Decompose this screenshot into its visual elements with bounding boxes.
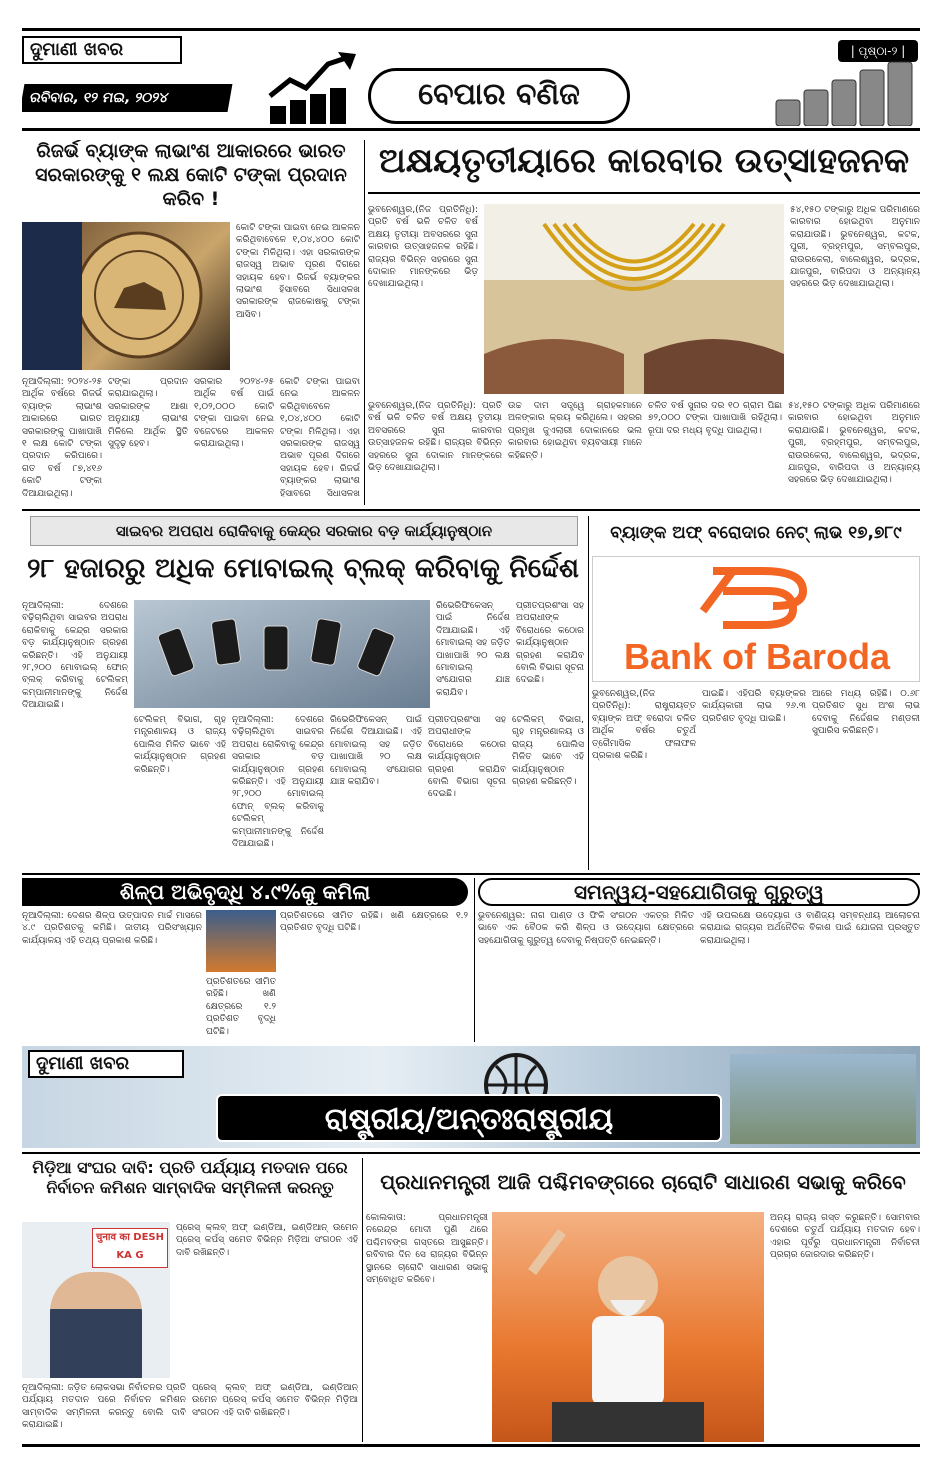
akshaya-col3: ଚଳିତ ବର୍ଷ ସୁନାର ଦର ୧୦ ଗ୍ରାମ ପିଛା ୭୨,୦୦୦ ଟଙ୍କା ପାଖାପାଖି ରହିଥିଲା। ରୂପା ଦର ମଧ୍ୟ ବୃଦ୍ଧି ପାଇଥିଲା। [648,401,782,436]
rbi-col3: ଟଙ୍କା ପ୍ରଦାନ କରାଯାଇଥିଲା। ସରକାରଙ୍କ ଆଶା ଅନୁଯାୟୀ ଲାଭାଂଶ ମିଳିଲେ ଆର୍ଥିକ ସ୍ଥିତି ସୁଦୃଢ଼ ହେବ। [108,377,188,450]
coins-icon [768,60,918,126]
section-rule-3 [22,1152,920,1154]
media-headline: ମିଡ଼ିଆ ସଂଘର ଦାବି: ପ୍ରତି ପର୍ଯ୍ୟାୟ ମତଦାନ ପରେ ନିର୍ବାଚନ କମିଶନ ସାମ୍ବାଦିକ ସମ୍ମିଳନୀ କରନ୍ତୁ [32,1158,348,1197]
cyber-col5: ଟେଲିକମ୍ ବିଭାଗ, ଗୃହ ମନ୍ତ୍ରଣାଳୟ ଓ ରାଜ୍ୟ ପୋଲିସ ମିଳିତ ଭାବେ ଏହି କାର୍ଯ୍ୟାନୁଷ୍ଠାନ ଗ୍ରହଣ କରିଛନ୍ତି। [512,715,584,788]
coop-col2: ଏହି ଉପଲକ୍ଷେ ଉଦ୍ୟୋଗ ଓ ବାଣିଜ୍ୟ ସମ୍ବନ୍ଧୀୟ ଆଲୋଚନା କରାଯାଇ ରାଜ୍ୟର ଅର୍ଥନୈତିକ ବିକାଶ ପାଇଁ ଯୋଜନା ପ୍ରସ୍ତୁତ କରାଯାଇଥିଲା। [700,911,920,946]
gold-jewellery-photo [484,204,784,394]
national-banner [22,1046,920,1148]
rbi-col1: କୋଟି ଟଙ୍କା ପାଇବା ନେଇ ଆକଳନ କରିଥିବାବେଳେ ୧,୦୪,୪୦୦ କୋଟି ଟଙ୍କା ମିଳିଥିଲା। ଏହା ସରକାରଙ୍କ ରାଜସ୍ୱ ଅଭାବ ପୂରଣ ଦିଗରେ ସହାୟକ ହେବ। ରିଜର୍ଭ ବ୍ୟାଙ୍କର ଲାଭାଂଶ ହିସାବରେ ସିଧାସଳଖ ସରକାରଙ୍କ ରାଜକୋଷକୁ ଟଙ୍କା ଆସିବ। [236,223,360,320]
akshaya-col2: ଉଚ୍ଚ ଦାମ ସତ୍ତ୍ୱେ ଗ୍ରାହକମାନେ ଅଳଙ୍କାର କ୍ରୟ କରିଥିଲେ। ସହରର ପ୍ରମୁଖ ଜୁଏଲାରୀ ଦୋକାନରେ ଭଲ କାରବାର ହୋଇଥିବା ବ୍ୟବସାୟୀ ମାନେ କହିଛନ୍ତି। [508,401,642,461]
industry-col3: ପ୍ରତିଶତରେ ସୀମିତ ରହିଛି। ଖଣି କ୍ଷେତ୍ରରେ ୧.୨ ପ୍ରତିଶତ ବୃଦ୍ଧି ଘଟିଛି। [206,977,276,1037]
cyber-headline: ୨୮ ହଜାରରୁ ଅଧିକ ମୋବାଇଲ୍ ବ୍ଲକ୍ କରିବାକୁ ନିର୍ଦ୍ଦେଶ [27,553,579,584]
masthead-rule [22,128,920,131]
phones-icon [134,600,430,708]
bob-banner: ବ୍ୟାଙ୍କ ଅଫ୍ ବରୋଦାର ନେଟ୍ ଲାଭ ୧୭,୭୮୯ [610,523,902,543]
rbi-headline: ରିଜର୍ଭ ବ୍ୟାଙ୍କ ଲାଭାଂଶ ଆକାରରେ ଭାରତ ସରକାରଙ୍କୁ ୧ ଲକ୍ଷ କୋଟି ଟଙ୍କା ପ୍ରଦାନ କରିବ ! [35,140,347,210]
cyber-banner: ସାଇବର ଅପରାଧ ରୋକିବାକୁ କେନ୍ଦ୍ର ସରକାର ବଡ଼ କାର୍ଯ୍ୟାନୁଷ୍ଠାନ [30,516,578,546]
cyber-col4b: ପ୍ରୀତପ୍ରଶଂସା ସହ ଅପରାଧୀଙ୍କ ବିରୋଧରେ କଠୋର କାର୍ଯ୍ୟାନୁଷ୍ଠାନ ଗ୍ରହଣ କରାଯିବ ବୋଲି ବିଭାଗ ସୂଚନା ଦେଇଛି। [428,715,506,800]
industry-col2: ପ୍ରତିଶତରେ ସୀମିତ ରହିଛି। ଖଣି କ୍ଷେତ୍ରରେ ୧.୨ ପ୍ରତିଶତ ବୃଦ୍ଧି ଘଟିଛି। [280,911,468,934]
necklace-icon [484,204,784,394]
rbi-col2: ନୂଆଦିଲ୍ଲୀ: ୨୦୨୪-୨୫ ଆର୍ଥିକ ବର୍ଷରେ ରିଜର୍ଭ ବ୍ୟାଙ୍କ ଲାଭାଂଶ ଆକାରରେ ଭାରତ ସରକାରଙ୍କୁ ପାଖାପାଖି ୧ ଲକ୍ଷ କୋଟି ଟଙ୍କା ପ୍ରଦାନ କରିପାରେ। ଗତ ବର୍ଷ ୮୭,୪୧୬ କୋଟି ଟଙ୍କା ଦିଆଯାଇଥିଲା। [22,377,102,499]
commissioner-figure [50,1272,142,1378]
rbi-seal-icon [74,230,204,360]
cyber-col2b: ନୂଆଦିଲ୍ଲୀ: ଦେଶରେ ବଢ଼ିଚାଲିଥିବା ସାଇବର ଅପରାଧ ରୋକିବାକୁ କେନ୍ଦ୍ର ସରକାର ବଡ଼ କାର୍ଯ୍ୟାନୁଷ୍ଠାନ ଗ୍ରହଣ କରିଛନ୍ତି। ଏହି ଅନୁଯାୟୀ ୨୮,୨୦୦ ମୋବାଇଲ୍ ଫୋନ୍ ବ୍ଲକ୍ କରିବାକୁ ଟେଲିକମ୍ କମ୍ପାନୀମାନଙ୍କୁ ନିର୍ଦ୍ଦେଶ ଦିଆଯାଇଛି। [232,715,324,850]
city-photo [730,1054,916,1144]
growth-chart-icon [266,50,358,126]
col-divider-2 [588,516,589,870]
col-divider-4 [362,1158,363,1442]
col-divider [364,140,365,505]
section-rule [22,509,920,511]
page-number: | ପୃଷ୍ଠା-୨ | [838,40,918,62]
pm-headline: ପ୍ରଧାନମନ୍ତ୍ରୀ ଆଜି ପଶ୍ଚିମବଙ୍ଗରେ ଚାରୋଟି ସାଧାରଣ ସଭାକୁ କରିବେ [380,1170,906,1194]
akshaya-col4b: ୫୪,୧୫୦ ଟଙ୍କାରୁ ଅଧିକ ପରିମାଣରେ କାରବାର ହୋଇଥିବା ଅନୁମାନ କରାଯାଉଛି। ଭୁବନେଶ୍ୱର, କଟକ, ପୁରୀ, ବ୍ରହ୍ମପୁର, ସମ୍ବଲପୁର, ରାଉରକେଲା, ବାଲେଶ୍ୱର, ଭଦ୍ରକ, ଯାଜପୁର, ବାରିପଦା ଓ ଅନ୍ୟାନ୍ୟ ସହରରେ ଭିଡ଼ ଦେଖାଯାଇଥିଲା। [788,401,920,486]
industry-col1: ନୂଆଦିଲ୍ଲୀ: ଦେଶର ଶିଳ୍ପ ଉତ୍ପାଦନ ମାର୍ଚ୍ଚ ମାସରେ ୪.୯ ପ୍ରତିଶତକୁ କମିଛି। ଜାତୀୟ ପରିସଂଖ୍ୟାନ କାର୍ଯ୍ୟାଳୟ ଏହି ତଥ୍ୟ ପ୍ରକାଶ କରିଛି। [22,911,202,946]
akshaya-col4: ୫୪,୧୫୦ ଟଙ୍କାରୁ ଅଧିକ ପରିମାଣରେ କାରବାର ହୋଇଥିବା ଅନୁମାନ କରାଯାଉଛି। ଭୁବନେଶ୍ୱର, କଟକ, ପୁରୀ, ବ୍ରହ୍ମପୁର, ସମ୍ବଲପୁର, ରାଉରକେଲା, ବାଲେଶ୍ୱର, ଭଦ୍ରକ, ଯାଜପୁର, ବାରିପଦା ଓ ଅନ୍ୟାନ୍ୟ ସହରରେ ଭିଡ଼ ଦେଖାଯାଇଥିଲା। [790,205,920,290]
bob-logo [592,556,920,682]
bob-logo-text: Bank of Baroda [623,636,891,677]
masthead [22,36,244,124]
cyber-col1: ନୂଆଦିଲ୍ଲୀ: ଦେଶରେ ବଢ଼ିଚାଲିଥିବା ସାଇବର ଅପରାଧ ରୋକିବାକୁ କେନ୍ଦ୍ର ସରକାର ବଡ଼ କାର୍ଯ୍ୟାନୁଷ୍ଠାନ ଗ୍ରହଣ କରିଛନ୍ତି। ଏହି ଅନୁଯାୟୀ ୨୮,୨୦୦ ମୋବାଇଲ୍ ଫୋନ୍ ବ୍ଲକ୍ କରିବାକୁ ଟେଲିକମ୍ କମ୍ପାନୀମାନଙ୍କୁ ନିର୍ଦ୍ଦେଶ ଦିଆଯାଇଛି। [22,601,128,711]
mobile-phones-photo [134,600,430,708]
bob-col2: ପାଇଛିି। ଏହିପରି ବ୍ୟାଙ୍କର କାର୍ଯ୍ୟକାରୀ ଲାଭ ୨୬.୩ ପ୍ରତିଶତ ବୃଦ୍ଧି ପାଇଛି। [702,689,806,724]
pm-col2: ଅନ୍ୟ ରାଜ୍ୟ ଗସ୍ତ କରୁଛନ୍ତି। ସୋମବାର ଦେଶରେ ଚତୁର୍ଥ ପର୍ଯ୍ୟାୟ ମତଦାନ ହେବ। ଏହାର ପୂର୍ବରୁ ପ୍ରଧାନମନ୍ତ୍ରୀ ନିର୍ବାଚନୀ ପ୍ରଚାର ଜୋରଦାର କରିଛନ୍ତି। [770,1213,920,1261]
election-poster-text: चुनाव का DESH KA G [92,1228,168,1268]
coop-col1: ଭୁବନେଶ୍ୱର: ନାଗ ପାଣ୍ଡ ଓ ଫିକି ସଂଗଠନ ଏକତ୍ର ମିଳିତ ଭାବେ ଏକ ବୈଠକ କରି ଶିଳ୍ପ ଓ ଉଦ୍ୟୋଗ କ୍ଷେତ୍ରରେ ସହଯୋଗିତାକୁ ଗୁରୁତ୍ୱ ଦେବାକୁ ନିଷ୍ପତ୍ତି ନେଇଛନ୍ତି। [478,911,694,946]
bob-col3: ଆରେ ମଧ୍ୟ ରହିଛି। ୦.୬୮ ପ୍ରତିଶତ ସୁଧ ଅଂଶ ଲାଭ ଦେବାକୁ ନିର୍ଦ୍ଦେଶକ ମଣ୍ଡଳୀ ସୁପାରିସ କରିଛନ୍ତି। [812,689,920,737]
media-col3: ପ୍ରେସ୍ କ୍ଲବ୍ ଅଫ୍ ଇଣ୍ଡିଆ, ଇଣ୍ଡିଆନ୍ ଉମେନ ପ୍ରେସ୍ କର୍ପସ୍ ସମେତ ବିଭିନ୍ନ ମିଡ଼ିଆ ସଂଗଠନ ଏହି ଦାବି ରଖିଛନ୍ତି। [192,1383,358,1418]
rbi-photo [22,222,230,370]
akshaya-headline: ଅକ୍ଷୟତୃତୀୟାରେ କାରବାର ଉତ୍ସାହଜନକ [368,140,920,194]
national-title: ରାଷ୍ଟ୍ରୀୟ/ଅନ୍ତଃରାଷ୍ଟ୍ରୀୟ [216,1094,722,1142]
dateline: ରବିବାର, ୧୨ ମଇ, ୨୦୨୪ [22,84,232,112]
top-rule [22,28,920,31]
national-brand: ଦୁମାଣୀ ଖବର [28,1050,184,1078]
cyber-col3b: ରିଭେରିଫିକେସନ୍ ପାଇଁ ନିର୍ଦ୍ଦେଶ ଦିଆଯାଇଛି। ଏହି ମୋବାଇଲ୍ ସହ ଜଡ଼ିତ ପାଖାପାଖି ୨୦ ଲକ୍ଷ ମୋବାଇଲ୍ ସଂଯୋଗର ଯାଞ୍ଚ କରାଯିବ। [330,715,422,788]
cyber-col4: ପ୍ରୀତପ୍ରଶଂସା ସହ ଅପରାଧୀଙ୍କ ବିରୋଧରେ କଠୋର କାର୍ଯ୍ୟାନୁଷ୍ଠାନ ଗ୍ରହଣ କରାଯିବ ବୋଲି ବିଭାଗ ସୂଚନା ଦେଇଛି। [516,601,584,686]
bob-col1: ଭୁବନେଶ୍ୱର,(ନିଜ ପ୍ରତିନିଧି): ରାଷ୍ଟ୍ରାୟତ୍ତ ବ୍ୟାଙ୍କ ଅଫ୍ ବରୋଦା ଚଳିତ ଆର୍ଥିକ ବର୍ଷର ଚତୁର୍ଥ ତ୍ରୈମାସିକ ଫଳାଫଳ ପ୍ରକାଶ କରିଛି। [592,689,696,762]
akshaya-col1: ଭୁବନେଶ୍ୱର,(ନିଜ ପ୍ରତିନିଧି): ପ୍ରତି ବର୍ଷ ଭଳି ଚଳିତ ବର୍ଷ ଅକ୍ଷୟ ତୃତୀୟା ଅବସରରେ ସୁନା କାରବାର ଉତ୍ସାହଜନକ ରହିଛି। ରାଜ୍ୟର ବିଭିନ୍ନ ସହରରେ ସୁନା ଦୋକାନ ମାନଙ୍କରେ ଭିଡ଼ ଦେଖାଯାଇଥିଲା। [368,205,478,290]
rbi-col5: କୋଟି ଟଙ୍କା ପାଇବା ନେଇ ଆକଳନ କରିଥିବାବେଳେ ୧,୦୪,୪୦୦ କୋଟି ଟଙ୍କା ମିଳିଥିଲା। ଏହା ସରକାରଙ୍କ ରାଜସ୍ୱ ଅଭାବ ପୂରଣ ଦିଗରେ ସହାୟକ ହେବ। ରିଜର୍ଭ ବ୍ୟାଙ୍କର ଲାଭାଂଶ ହିସାବରେ ସିଧାସଳଖ [280,377,360,499]
pm-figure-icon [492,1212,764,1442]
bob-logo-icon [693,561,823,633]
akshaya-col1b: ଭୁବନେଶ୍ୱର,(ନିଜ ପ୍ରତିନିଧି): ପ୍ରତି ବର୍ଷ ଭଳି ଚଳିତ ବର୍ଷ ଅକ୍ଷୟ ତୃତୀୟା ଅବସରରେ ସୁନା କାରବାର ଉତ୍ସାହଜନକ ରହିଛି। ରାଜ୍ୟର ବିଭିନ୍ନ ସହରରେ ସୁନା ଦୋକାନ ମାନଙ୍କରେ ଭିଡ଼ ଦେଖାଯାଇଥିଲା। [368,401,502,474]
section-rule-2 [22,873,920,875]
rbi-col4: ସରକାର ୨୦୨୪-୨୫ ଆର୍ଥିକ ବର୍ଷ ପାଇଁ ୧,୦୨,୦୦୦ କୋଟି ଟଙ୍କା ପାଇବା ନେଇ ବଜେଟରେ ଆକଳନ କରାଯାଇଥିଲା। [194,377,274,450]
section-title: ବେପାର ବଣିଜ [368,68,630,124]
governor-figure [22,222,82,370]
media-col2: ପ୍ରେସ୍ କ୍ଲବ୍ ଅଫ୍ ଇଣ୍ଡିଆ, ଇଣ୍ଡିଆନ୍ ଉମେନ ପ୍ରେସ୍ କର୍ପସ୍ ସମେତ ବିଭିନ୍ନ ମିଡ଼ିଆ ସଂଗଠନ ଏହି ଦାବି ରଖିଛନ୍ତି। [176,1223,358,1258]
industry-banner: ଶିଳ୍ପ ଅଭିବୃଦ୍ଧି ୪.୯%କୁ କମିଲା [22,878,468,906]
pm-rally-photo [492,1212,764,1442]
election-photo [22,1222,170,1378]
col-divider-3 [474,878,475,1042]
coop-banner: ସମନ୍ୱୟ-ସହଯୋଗିତାକୁ ଗୁରୁତ୍ୱ [478,878,920,906]
pm-col1: କୋଲକାତା: ପ୍ରଧାନମନ୍ତ୍ରୀ ନରେନ୍ଦ୍ର ମୋଦୀ ପୁଣି ଥରେ ପଶ୍ଚିମବଙ୍ଗ ଗସ୍ତରେ ଆସୁଛନ୍ତି। ରବିବାର ଦିନ ସେ ରାଜ୍ୟର ବିଭିନ୍ନ ସ୍ଥାନରେ ଚାରୋଟି ସାଧାରଣ ସଭାକୁ ସମ୍ବୋଧିତ କରିବେ। [366,1213,488,1286]
brand-logo: ଦୁମାଣୀ ଖବର [22,36,182,64]
industry-photo [206,910,276,972]
cyber-col3: ରିଭେରିଫିକେସନ୍ ପାଇଁ ନିର୍ଦ୍ଦେଶ ଦିଆଯାଇଛି। ଏହି ମୋବାଇଲ୍ ସହ ଜଡ଼ିତ ପାଖାପାଖି ୨୦ ଲକ୍ଷ ମୋବାଇଲ୍ ସଂଯୋଗର ଯାଞ୍ଚ କରାଯିବ। [436,601,510,698]
media-col1: ନୂଆଦିଲ୍ଲୀ: ଜଡ଼ିତ ଲୋକସଭା ନିର୍ବାଚନର ପ୍ରତି ପର୍ଯ୍ୟାୟ ମତଦାନ ପରେ ନିର୍ବାଚନ କମିଶନ ସାମ୍ବାଦିକ ସମ୍ମିଳନୀ କରନ୍ତୁ ବୋଲି ଦାବି କରାଯାଇଛି। [22,1383,186,1431]
bottom-rule [22,1444,920,1447]
cyber-col2: ଟେଲିକମ୍ ବିଭାଗ, ଗୃହ ମନ୍ତ୍ରଣାଳୟ ଓ ରାଜ୍ୟ ପୋଲିସ ମିଳିତ ଭାବେ ଏହି କାର୍ଯ୍ୟାନୁଷ୍ଠାନ ଗ୍ରହଣ କରିଛନ୍ତି। [134,715,226,775]
